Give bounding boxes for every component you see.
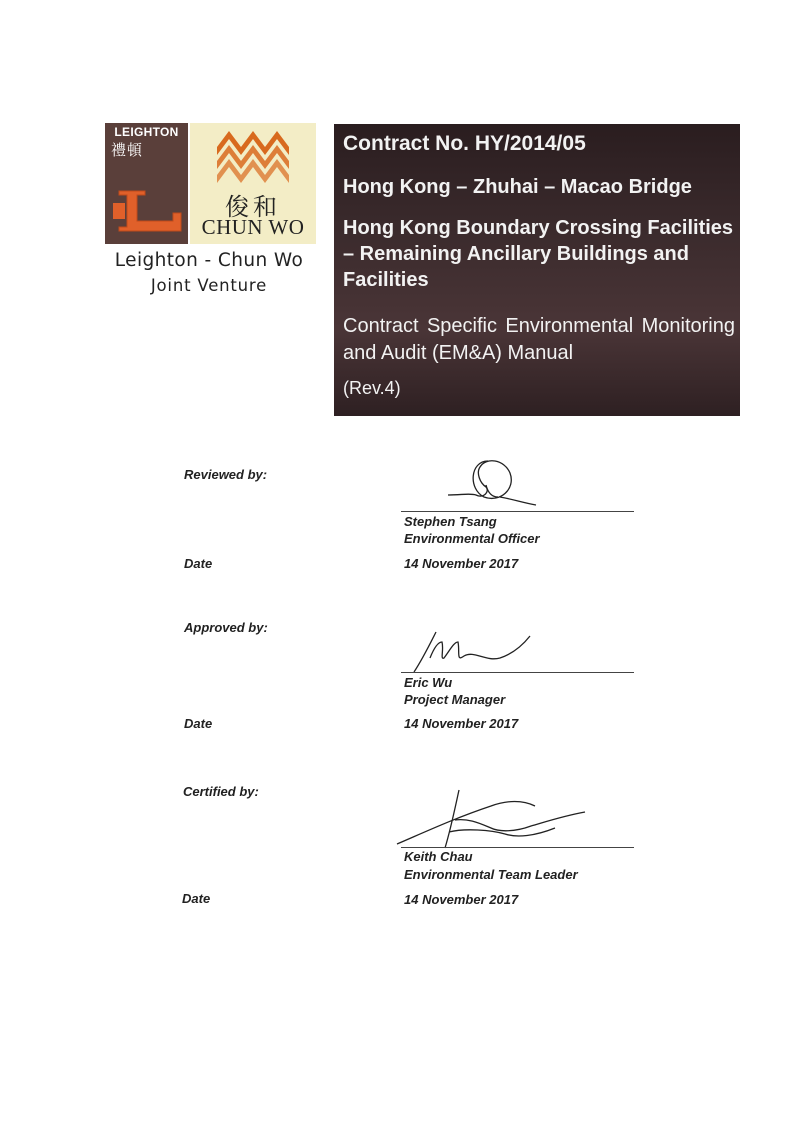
- certifier-name: Keith Chau: [404, 849, 473, 864]
- certifier-signature-line: [401, 847, 634, 848]
- revision-label: (Rev.4): [343, 378, 401, 398]
- certified-date-label: Date: [182, 891, 211, 906]
- leighton-l-mark-icon: [111, 189, 183, 233]
- reviewed-date: 14 November 2017: [404, 556, 519, 571]
- chunwo-cn-text: 俊和: [225, 193, 281, 221]
- reviewer-signature: [440, 455, 540, 511]
- bridge-name: Hong Kong – Zhuhai – Macao Bridge: [343, 176, 692, 198]
- approver-title: Project Manager: [404, 692, 506, 707]
- chunwo-logo: [190, 123, 316, 244]
- approver-signature: [404, 628, 534, 678]
- project-title: Hong Kong Boundary Crossing Facilities – Remaining Ancillary Buildings and Facilities: [343, 217, 734, 291]
- reviewer-name: Stephen Tsang: [404, 514, 497, 529]
- manual-title: Contract Specific Environmental Monitoring and Audit (EM&A) Manual: [343, 315, 735, 364]
- leighton-brand-cn-text: 禮頓: [111, 141, 144, 159]
- joint-venture-subtitle: Joint Venture: [150, 276, 268, 295]
- leighton-logo: [105, 123, 188, 244]
- approved-by-label: Approved by:: [184, 620, 268, 635]
- reviewed-date-label: Date: [184, 556, 213, 571]
- approver-name: Eric Wu: [404, 675, 453, 690]
- approved-date-label: Date: [184, 716, 213, 731]
- chunwo-en-text: CHUN WO: [201, 215, 305, 239]
- certified-date: 14 November 2017: [404, 892, 519, 907]
- leighton-brand-text: LEIGHTON: [114, 125, 179, 139]
- reviewer-title: Environmental Officer: [404, 531, 540, 546]
- contract-number: Contract No. HY/2014/05: [343, 132, 586, 155]
- title-panel: [334, 124, 740, 416]
- certified-by-label: Certified by:: [183, 784, 259, 799]
- joint-venture-name: Leighton - Chun Wo: [114, 250, 304, 271]
- reviewed-by-label: Reviewed by:: [184, 467, 268, 482]
- approver-signature-line: [401, 672, 634, 673]
- reviewer-signature-line: [401, 511, 634, 512]
- certifier-title: Environmental Team Leader: [404, 867, 578, 882]
- chunwo-zigzag-mark-icon: [215, 127, 291, 185]
- approved-date: 14 November 2017: [404, 716, 519, 731]
